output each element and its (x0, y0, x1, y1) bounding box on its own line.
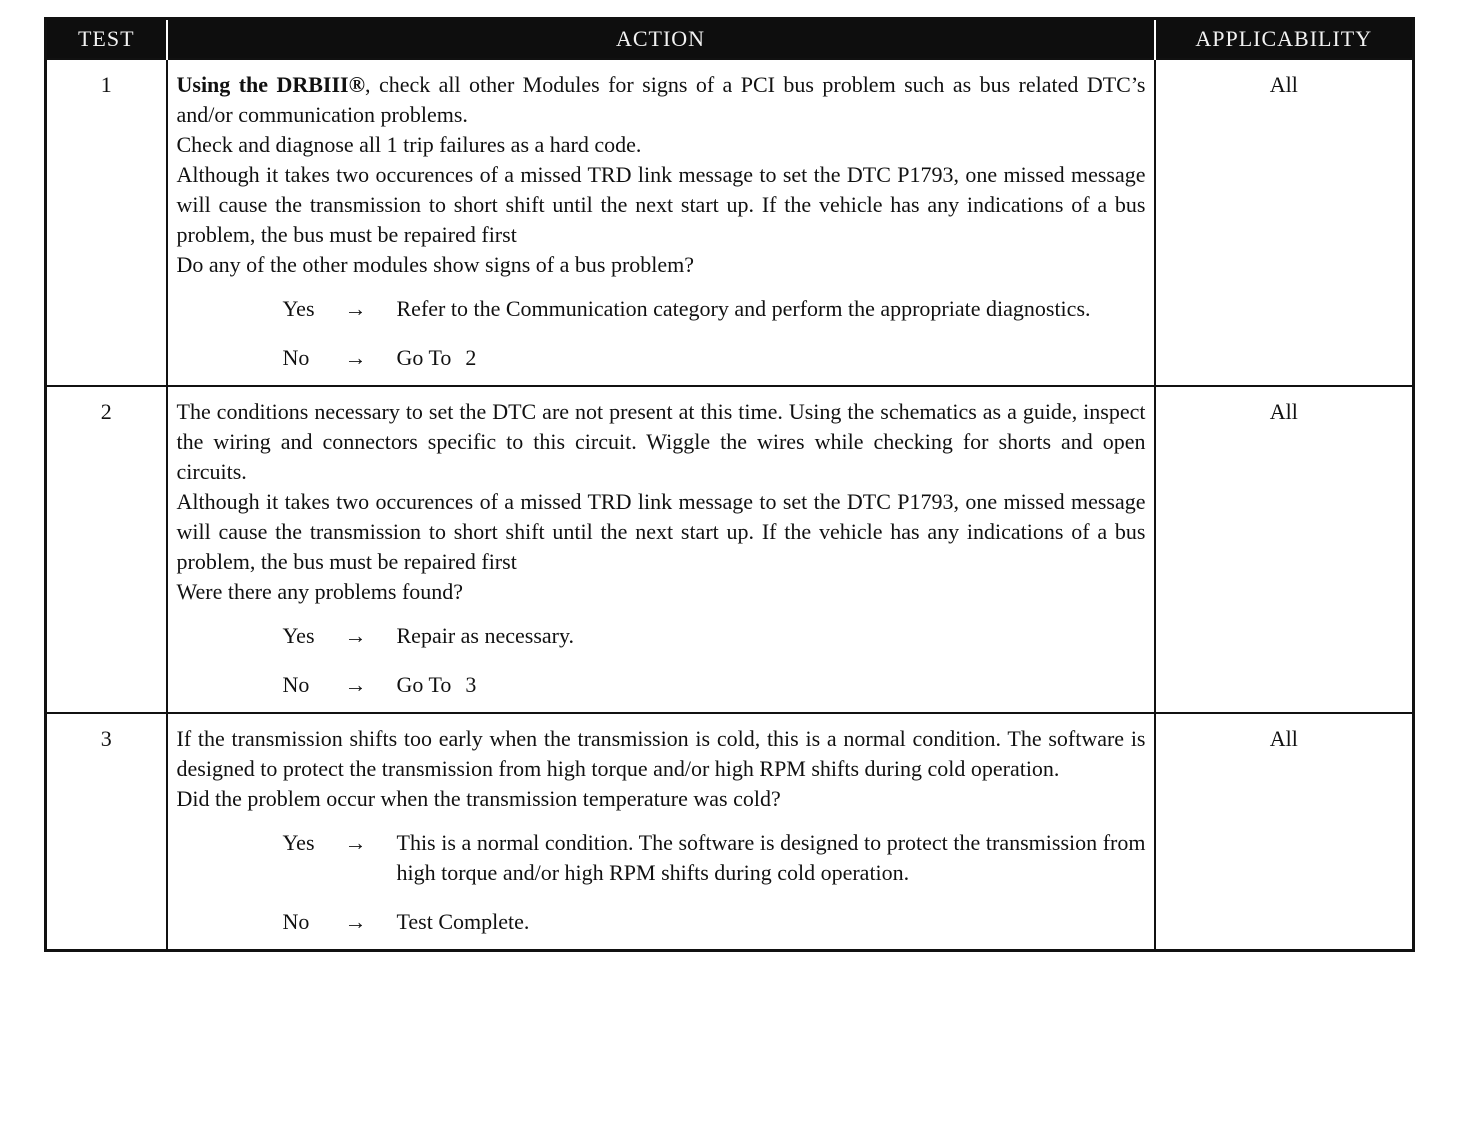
answer-list (283, 294, 1146, 373)
right-arrow-icon: → (344, 623, 367, 648)
action-paragraph (177, 130, 1146, 160)
applicability-value: All (1155, 59, 1414, 386)
right-arrow-icon: → (344, 909, 367, 934)
answer-instruction: Go To (396, 672, 452, 697)
answer-yes (283, 621, 1146, 651)
paragraph-text: Check and diagnose all 1 trip failures as a hard code. (176, 132, 642, 157)
paragraph-text: The conditions necessary to set the DTC are not present at this time. Using the schematics as a guide, inspect the wiring and connectors specific to this circuit. Wiggle the wires while checking for shorts and open circuits. (176, 399, 1146, 484)
answer-text (397, 670, 1146, 700)
answer-text (397, 621, 1146, 651)
action-paragraph (177, 397, 1146, 487)
answer-text (397, 343, 1146, 373)
answer-label: No (282, 672, 310, 697)
paragraph-text: Although it takes two occurences of a missed TRD link message to set the DTC P1793, one missed message will cause the transmission to short shift until the next start up. If the vehicle has any indications of a bus problem, the bus must be repaired first (176, 162, 1146, 247)
right-arrow-icon: → (344, 672, 367, 697)
action-paragraph (177, 160, 1146, 250)
answer-text (397, 294, 1146, 324)
answer-text (397, 828, 1146, 888)
answer-list (283, 828, 1146, 937)
action-paragraph (177, 250, 1146, 280)
answer-label: No (282, 909, 310, 934)
header-test: TEST (46, 19, 167, 60)
action-paragraph (177, 577, 1146, 607)
answer-no (283, 670, 1146, 700)
answer-text (397, 907, 1146, 937)
table-row (46, 386, 1414, 713)
paragraph-text: Did the problem occur when the transmission temperature was cold? (176, 786, 781, 811)
goto-test-number: 2 (465, 345, 477, 370)
table-row (46, 713, 1414, 951)
answer-instruction: Repair as necessary. (396, 623, 575, 648)
test-number: 3 (46, 713, 167, 951)
action-cell (167, 59, 1155, 386)
applicability-value: All (1155, 386, 1414, 713)
goto-test-number: 3 (465, 672, 477, 697)
answer-yes (283, 294, 1146, 324)
header-row (46, 19, 1414, 60)
right-arrow-icon: → (344, 345, 367, 370)
action-cell (167, 386, 1155, 713)
answer-no (283, 907, 1146, 937)
paragraph-text: Do any of the other modules show signs of a bus problem? (176, 252, 695, 277)
answer-label: Yes (282, 296, 315, 321)
answer-instruction: Test Complete. (396, 909, 530, 934)
action-paragraph (177, 784, 1146, 814)
answer-yes (283, 828, 1146, 888)
right-arrow-icon: → (344, 830, 367, 855)
answer-list (283, 621, 1146, 700)
test-number: 2 (46, 386, 167, 713)
answer-no (283, 343, 1146, 373)
action-cell (167, 713, 1155, 951)
right-arrow-icon: → (344, 296, 367, 321)
table-body (46, 59, 1414, 951)
paragraph-text: Were there any problems found? (176, 579, 464, 604)
applicability-value: All (1155, 713, 1414, 951)
answer-label: Yes (282, 830, 315, 855)
paragraph-text: Although it takes two occurences of a missed TRD link message to set the DTC P1793, one missed message will cause the transmission to short shift until the next start up. If the vehicle has any indications of a bus problem, the bus must be repaired first (176, 489, 1146, 574)
answer-instruction: This is a normal condition. The software is designed to protect the transmission from high torque and/or high RPM shifts during cold operation. (396, 830, 1146, 885)
action-paragraph (177, 487, 1146, 577)
answer-instruction: Refer to the Communication category and perform the appropriate diagnostics. (396, 296, 1091, 321)
answer-instruction: Go To (396, 345, 452, 370)
diagnostic-test-table (44, 17, 1415, 952)
answer-label: Yes (282, 623, 315, 648)
action-paragraph (177, 70, 1146, 130)
answer-label: No (282, 345, 310, 370)
tool-name: Using the DRBIII® (176, 72, 366, 97)
test-number: 1 (46, 59, 167, 386)
paragraph-text: , check all other Modules for signs of a PCI bus problem such as bus related DTC’s and/or communication problems. (176, 72, 1146, 127)
header-action: ACTION (167, 19, 1155, 60)
paragraph-text: If the transmission shifts too early when the transmission is cold, this is a normal condition. The software is designed to protect the transmission from high torque and/or high RPM shifts during cold operation. (176, 726, 1146, 781)
table-header (46, 19, 1414, 60)
action-paragraph (177, 724, 1146, 784)
table-row (46, 59, 1414, 386)
header-applicability: APPLICABILITY (1155, 19, 1414, 60)
